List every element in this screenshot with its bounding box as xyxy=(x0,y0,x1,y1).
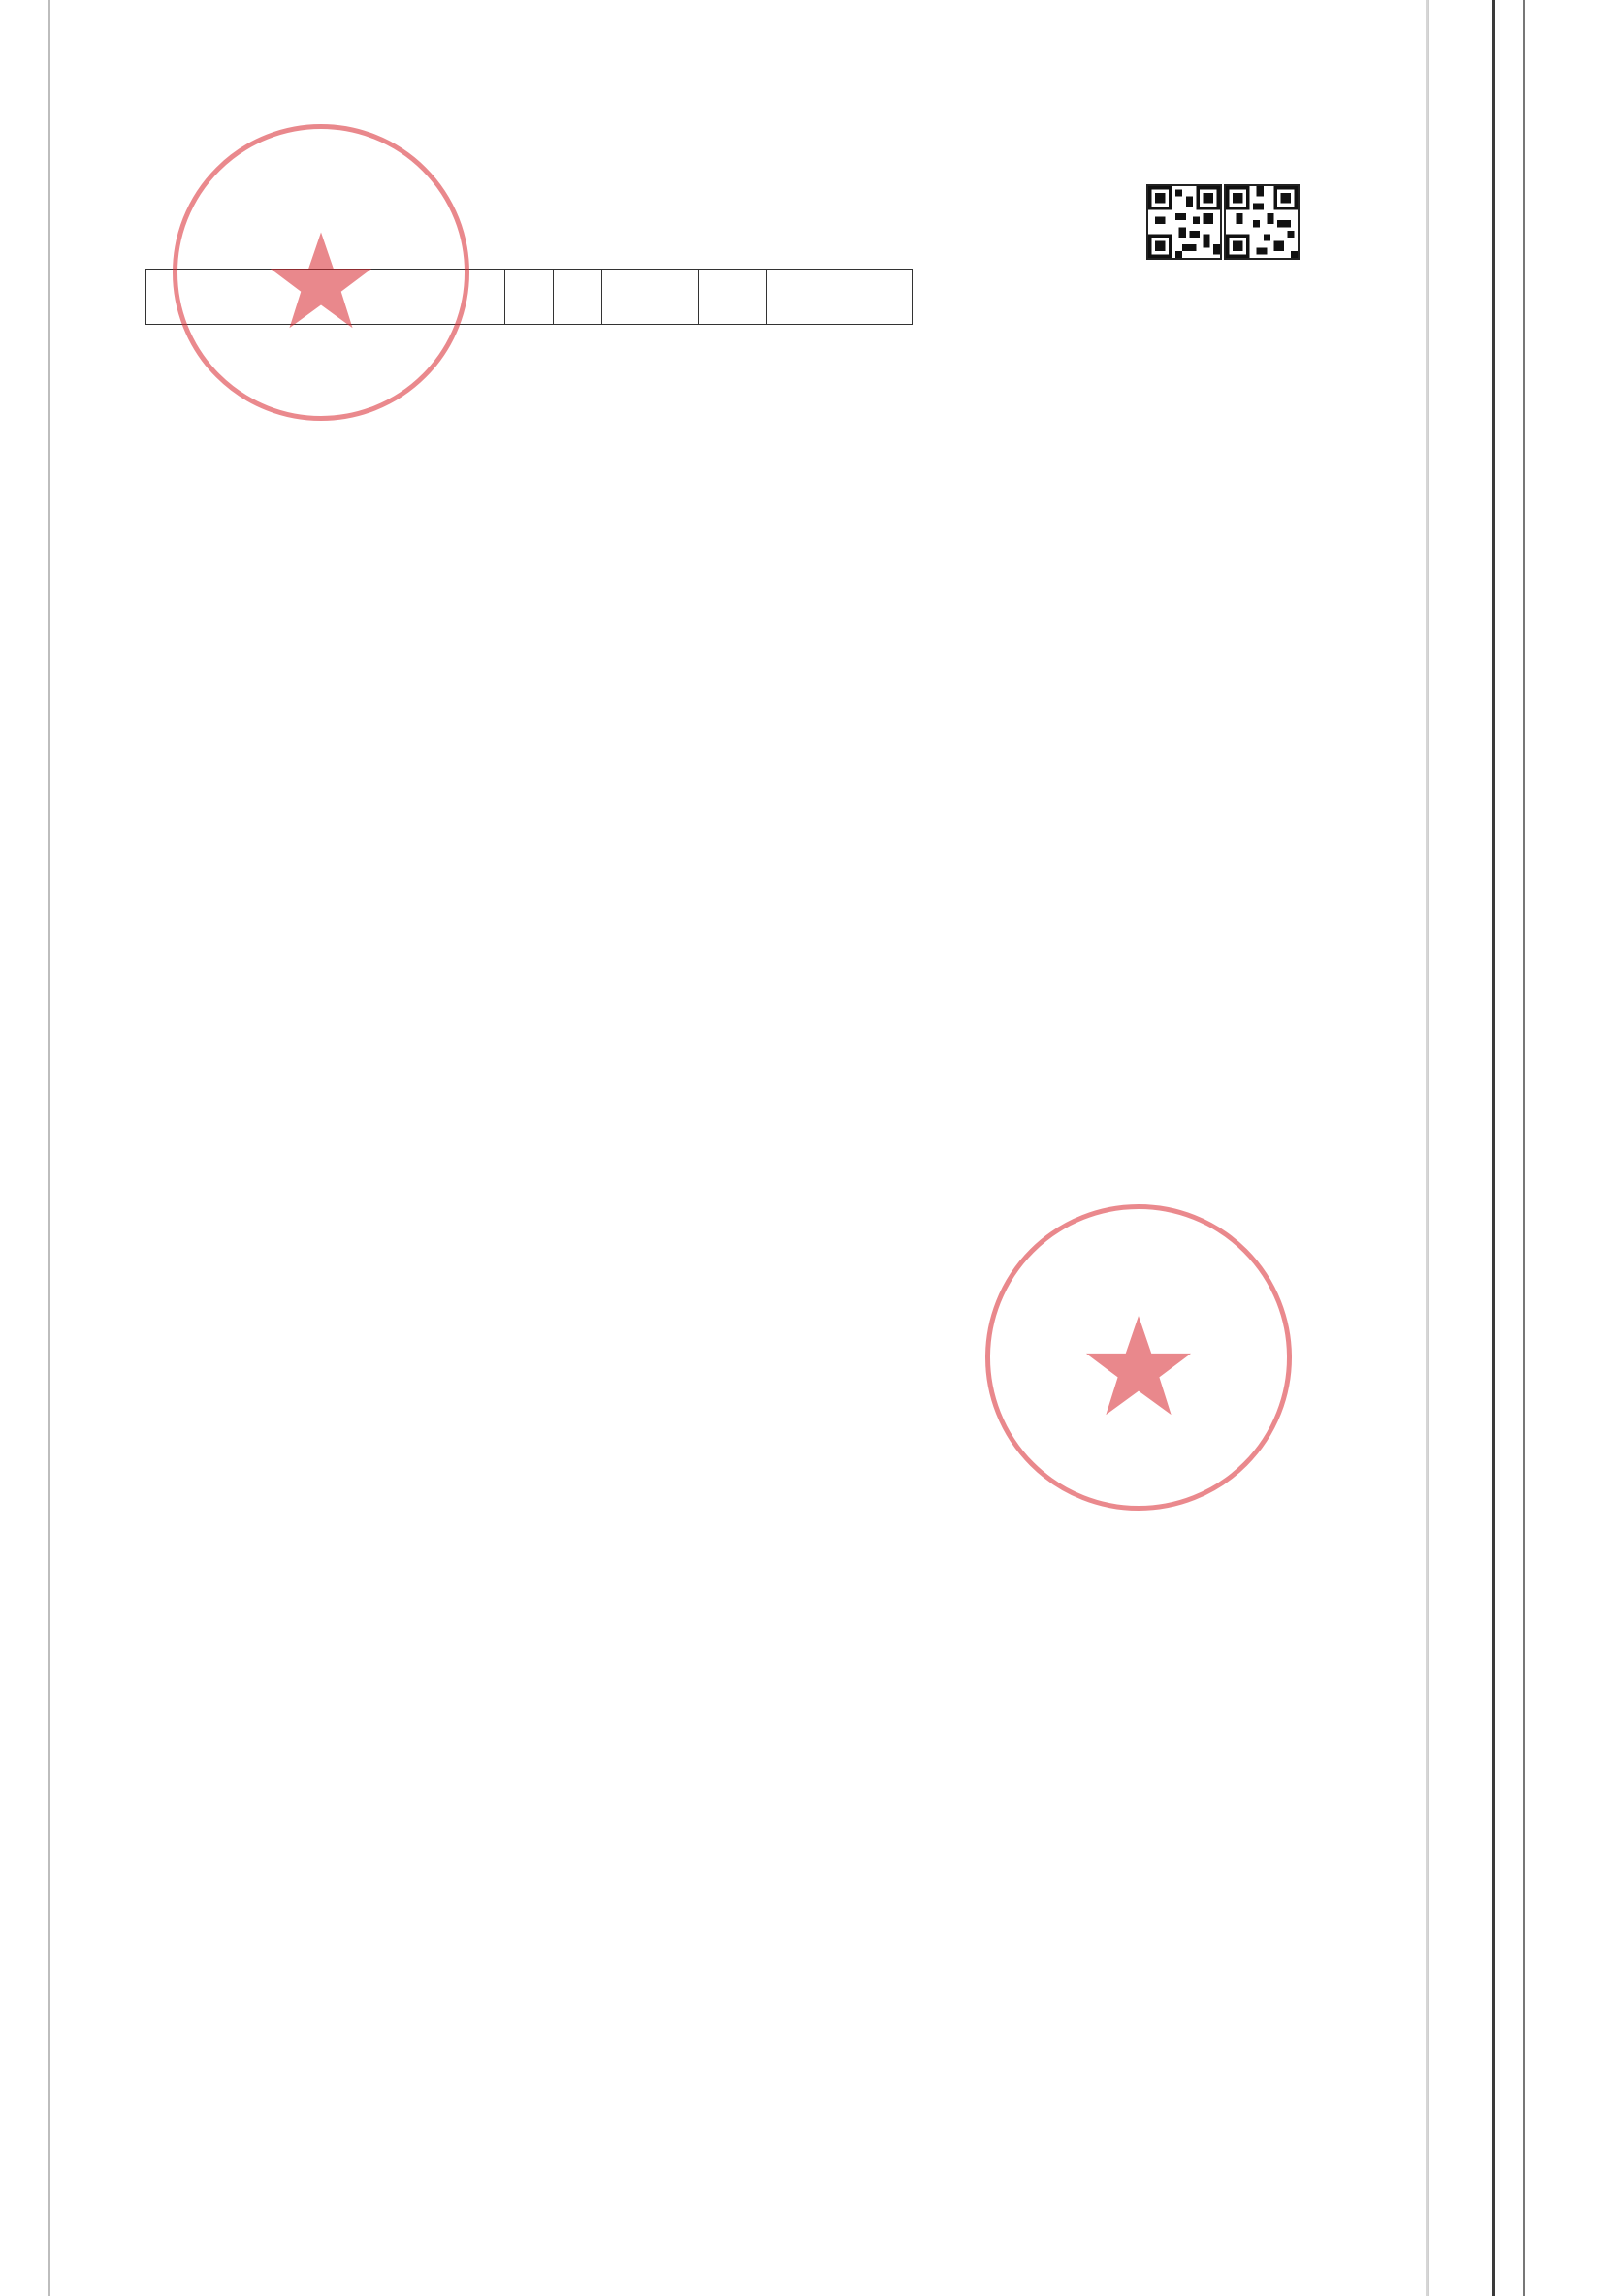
qr-code-icon xyxy=(1224,184,1300,260)
header-current-status xyxy=(767,270,913,325)
header-blank xyxy=(602,270,699,325)
scanner-edge-line xyxy=(1492,0,1495,2296)
scanner-edge-line xyxy=(1523,0,1525,2296)
header-blank xyxy=(699,270,767,325)
header-blank xyxy=(554,270,602,325)
header-blank xyxy=(505,270,554,325)
supervision-committee-stamp xyxy=(985,1204,1292,1511)
page-edge xyxy=(1426,0,1428,2296)
village-committee-stamp xyxy=(173,124,469,421)
qr-code-icon xyxy=(1146,184,1222,260)
